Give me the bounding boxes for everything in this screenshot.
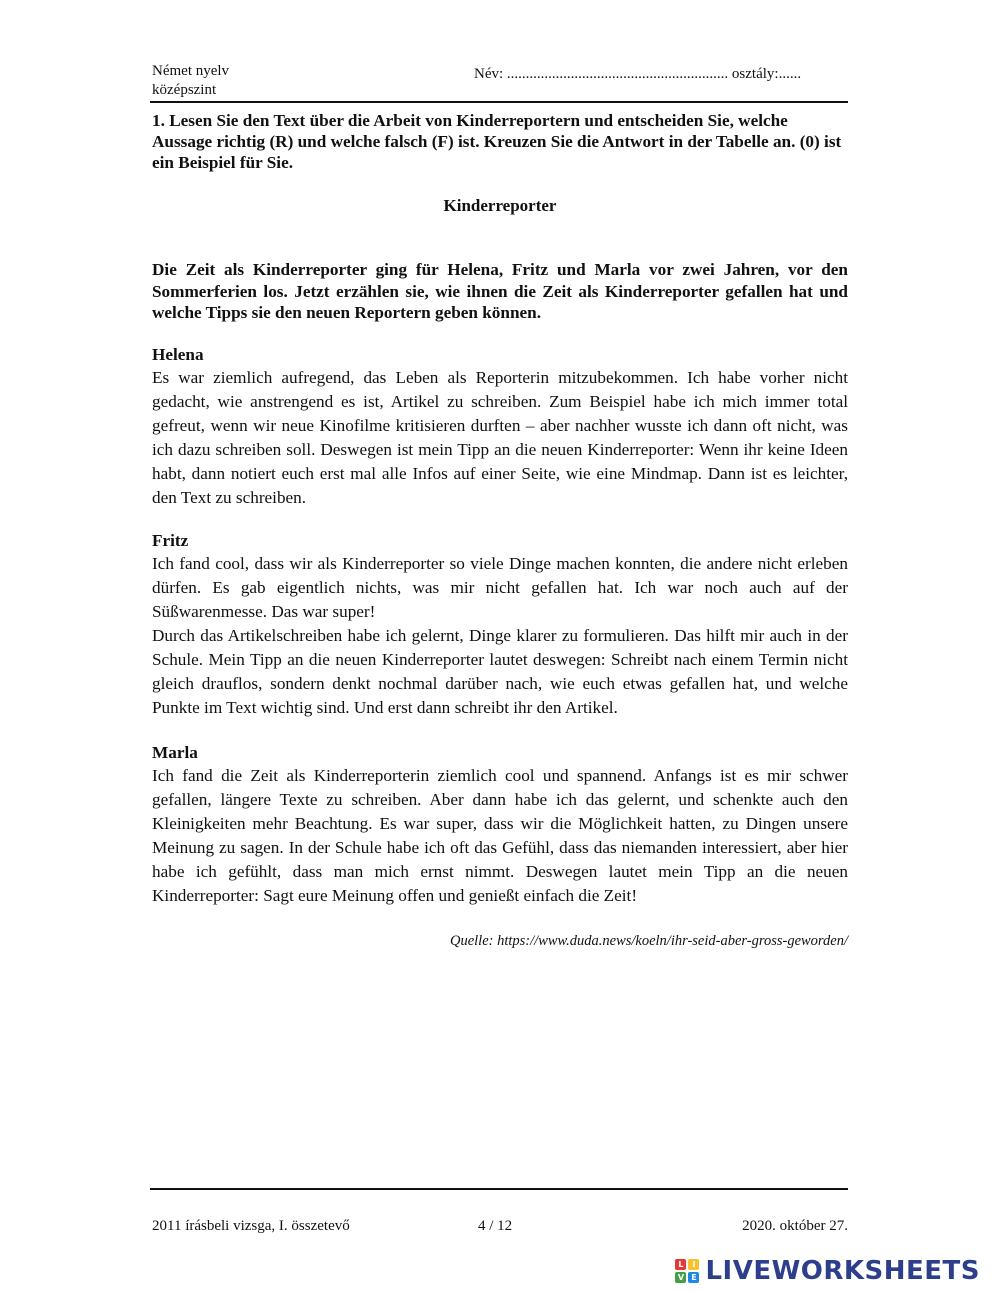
- section-paragraph: Ich fand cool, dass wir als Kinderreporter so viele Dinge machen konnten, die andere nicht erleben dürfen. Es gab eigentlich nichts, was mir nicht gefallen hat. Ich war noch auch auf der Süßwarenmesse. Das war super!: [152, 554, 848, 621]
- section-marla: [152, 742, 848, 908]
- logo-text: LIVEWORKSHEETS: [705, 1256, 980, 1286]
- section-fritz: [152, 530, 848, 720]
- section-paragraph: Es war ziemlich aufregend, das Leben als Reporterin mitzubekommen. Ich habe vorher nicht gedacht, wie anstrengend es ist, Artikel zu schreiben. Zum Beispiel habe ich mich immer total gefreut, wenn wir neue Kinofilme kritisieren durften – aber nachher wusste ich dann oft nicht, was ich dazu schreiben soll. Deswegen ist mein Tipp an die neuen Kinderreporter: Wenn ihr keine Ideen habt, dann notiert euch erst mal alle Infos auf einer Seite, wie eine Mindmap. Dann ist es leichter, den Text zu schreiben.: [152, 368, 848, 507]
- section-heading: Fritz: [152, 531, 189, 550]
- liveworksheets-logo: [675, 1256, 980, 1286]
- header-name-field: Név: ........................................................... osztály:......: [474, 66, 802, 82]
- header-rule: [150, 101, 848, 103]
- section-paragraph: Durch das Artikelschreiben habe ich gelernt, Dinge klarer zu formulieren. Das hilft mir auch in der Schule. Mein Tipp an die neuen Kinderreporter lautet deswegen: Schreibt nach einem Termin nicht gleich drauflos, sondern denkt nochmal darüber nach, wie euch etwas gefallen hat, und welche Punkte im Text wichtig sind. Und erst dann schreibt ihr den Artikel.: [152, 626, 848, 717]
- logo-mark-icon: [675, 1259, 699, 1283]
- logo-cell: V: [675, 1272, 686, 1283]
- article-intro: Die Zeit als Kinderreporter ging für Helena, Fritz und Marla vor zwei Jahren, vor den Sommerferien los. Jetzt erzählen sie, wie ihnen die Zeit als Kinderreporter gefallen hat und welche Tipps sie den neuen Reportern geben können.: [152, 260, 848, 322]
- footer-rule: [150, 1188, 848, 1190]
- section-helena: [152, 344, 848, 510]
- header-subject-block: [152, 62, 229, 100]
- logo-cell: E: [688, 1272, 699, 1283]
- logo-cell: I: [688, 1259, 699, 1270]
- task-instruction: 1. Lesen Sie den Text über die Arbeit von Kinderreportern und entscheiden Sie, welche Aussage richtig (R) und welche falsch (F) ist. Kreuzen Sie die Antwort in der Tabelle an. (0) ist ein Beispiel für Sie.: [152, 111, 842, 172]
- section-heading: Helena: [152, 345, 204, 364]
- article-title: Kinderreporter: [443, 196, 557, 215]
- footer-date: 2020. október 27.: [742, 1218, 848, 1234]
- footer-page-number: 4 / 12: [478, 1218, 513, 1234]
- logo-cell: L: [675, 1259, 686, 1270]
- article-source: Quelle: https://www.duda.news/koeln/ihr-seid-aber-gross-geworden/: [450, 933, 848, 949]
- header-subject: Német nyelv: [152, 63, 230, 79]
- header-level: középszint: [152, 82, 217, 98]
- section-paragraph: Ich fand die Zeit als Kinderreporterin ziemlich cool und spannend. Anfangs ist es mir schwer gefallen, längere Texte zu schreiben. Aber dann habe ich das gelernt, und schenkte auch den Kleinigkeiten mehr Beachtung. Es war super, dass wir die Möglichkeit hatten, zu Dingen unsere Meinung zu sagen. In der Schule habe ich oft das Gefühl, dass das niemanden interessiert, aber hier habe ich gefühlt, dass man mich ernst nimmt. Deswegen lautet mein Tipp an die neuen Kinderreporter: Sagt eure Meinung offen und genießt einfach die Zeit!: [152, 766, 848, 905]
- section-heading: Marla: [152, 743, 198, 762]
- footer-exam: 2011 írásbeli vizsga, I. összetevő: [152, 1218, 350, 1234]
